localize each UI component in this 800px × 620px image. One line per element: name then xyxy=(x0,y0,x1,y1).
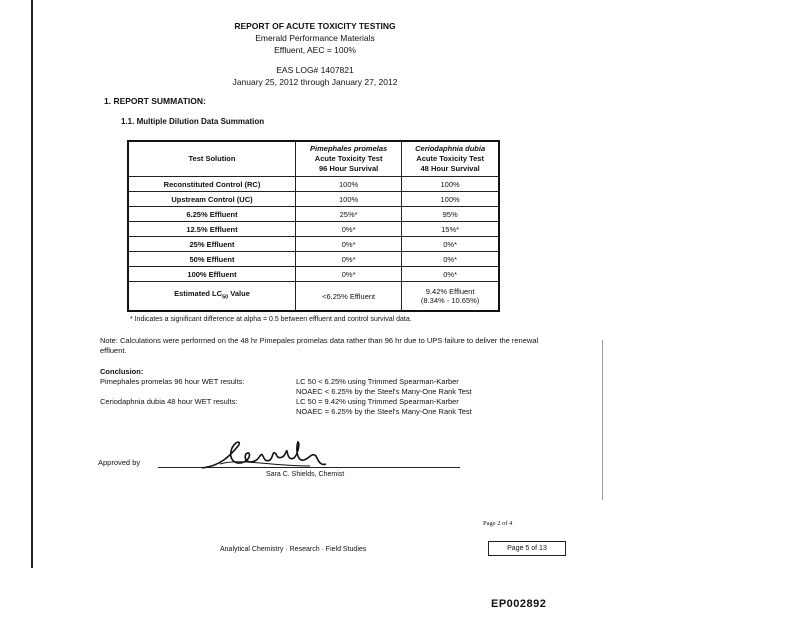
pimephales-species: Pimephales promelas xyxy=(310,144,388,153)
bates-number: EP002892 xyxy=(491,598,547,610)
ceriodaphnia-value: 95% xyxy=(402,207,499,222)
row-label: 6.25% Effluent xyxy=(128,207,296,222)
signer-name: Sara C. Shields, Chemist xyxy=(266,471,345,478)
pimephales-duration: 96 Hour Survival xyxy=(319,164,379,173)
ceriodaphnia-noaec: NOAEC = 6.25% by the Steel's Many-One Rank Test xyxy=(296,406,472,416)
lc50-pimephales: <6.25% Effluent xyxy=(296,282,402,312)
ceriodaphnia-value: 0%* xyxy=(402,252,499,267)
row-label: 100% Effluent xyxy=(128,267,296,282)
col-pimephales xyxy=(296,141,402,177)
table-header-row xyxy=(128,141,499,177)
pimephales-value: 0%* xyxy=(296,267,402,282)
lc50-label-suffix: Value xyxy=(228,289,250,299)
ceriodaphnia-result-label: Ceriodaphnia dubia 48 hour WET results: xyxy=(100,397,238,406)
lc50-label xyxy=(128,282,296,312)
lc50-ceriodaphnia-range: (8.34% - 10.65%) xyxy=(420,296,480,305)
lc50-label-text: Estimated LC xyxy=(174,289,223,299)
ceriodaphnia-species: Ceriodaphnia dubia xyxy=(415,144,486,153)
row-label: 25% Effluent xyxy=(128,237,296,252)
table-row xyxy=(128,252,499,267)
ceriodaphnia-value: 0%* xyxy=(402,237,499,252)
table-row xyxy=(128,222,499,237)
pimephales-value: 25%* xyxy=(296,207,402,222)
footer-departments: Analytical Chemistry · Research · Field Studies xyxy=(220,546,367,553)
pimephales-test: Acute Toxicity Test xyxy=(314,154,383,163)
row-label: 12.5% Effluent xyxy=(128,222,296,237)
conclusion-title xyxy=(100,367,143,377)
pimephales-lc50: LC 50 < 6.25% using Trimmed Spearman-Karber xyxy=(296,377,459,386)
conclusion-heading: Conclusion: xyxy=(100,367,144,376)
ceriodaphnia-value: 100% xyxy=(402,177,499,192)
lc50-subscript: 50 xyxy=(222,294,229,301)
pimephales-results xyxy=(296,377,472,396)
pimephales-value: 0%* xyxy=(296,237,402,252)
subsection-heading: 1.1. Multiple Dilution Data Summation xyxy=(121,117,265,126)
test-dates: January 25, 2012 through January 27, 2012 xyxy=(232,77,398,87)
significance-footnote: * Indicates a significant difference at alpha = 0.5 between effluent and control survival data. xyxy=(130,316,412,323)
row-label: Reconstituted Control (RC) xyxy=(128,177,296,192)
pimephales-value: 100% xyxy=(296,177,402,192)
report-title: REPORT OF ACUTE TOXICITY TESTING xyxy=(234,21,396,31)
pimephales-noaec: NOAEC < 6.25% by the Steel's Many-One Rank Test xyxy=(296,386,472,396)
lc50-row xyxy=(128,282,499,312)
pimephales-value: 0%* xyxy=(296,252,402,267)
ceriodaphnia-value: 100% xyxy=(402,192,499,207)
ceriodaphnia-value: 0%* xyxy=(402,267,499,282)
table-row xyxy=(128,267,499,282)
row-label: Upstream Control (UC) xyxy=(128,192,296,207)
calculation-note: Note: Calculations were performed on the 48 hr Pimepales promelas data rather than 96 hr due to UPS failure to deliver the renewal effluent. xyxy=(100,336,539,355)
ceriodaphnia-duration: 48 Hour Survival xyxy=(420,164,480,173)
table-row xyxy=(128,177,499,192)
table-row xyxy=(128,207,499,222)
lc50-ceriodaphnia xyxy=(402,282,499,312)
log-number: EAS LOG# 1407821 xyxy=(276,65,354,75)
table-row xyxy=(128,237,499,252)
ceriodaphnia-test: Acute Toxicity Test xyxy=(416,154,484,163)
page-of-stamp: Page 2 of 4 xyxy=(483,520,513,527)
signature-underline xyxy=(220,462,310,466)
report-header xyxy=(0,20,630,88)
page-number-box: Page 5 of 13 xyxy=(488,541,566,556)
ceriodaphnia-results xyxy=(296,397,472,416)
signature-image xyxy=(200,436,350,476)
lc50-ceriodaphnia-value: 9.42% Effluent xyxy=(425,287,475,296)
ceriodaphnia-value: 15%* xyxy=(402,222,499,237)
col-test-solution: Test Solution xyxy=(128,141,296,177)
pimephales-value: 0%* xyxy=(296,222,402,237)
pimephales-value: 100% xyxy=(296,192,402,207)
table-row xyxy=(128,192,499,207)
section-heading: 1. REPORT SUMMATION: xyxy=(104,96,206,106)
ceriodaphnia-lc50: LC 50 = 9.42% using Trimmed Spearman-Karber xyxy=(296,397,459,406)
row-label: 50% Effluent xyxy=(128,252,296,267)
pimephales-result-label: Pimephales promelas 96 hour WET results: xyxy=(100,377,245,386)
approved-by-label: Approved by xyxy=(98,458,141,467)
dilution-summary-table xyxy=(127,140,500,312)
effluent-line: Effluent, AEC = 100% xyxy=(274,45,356,55)
col-ceriodaphnia xyxy=(402,141,499,177)
company-name: Emerald Performance Materials xyxy=(255,33,375,43)
scan-mark xyxy=(602,340,603,500)
